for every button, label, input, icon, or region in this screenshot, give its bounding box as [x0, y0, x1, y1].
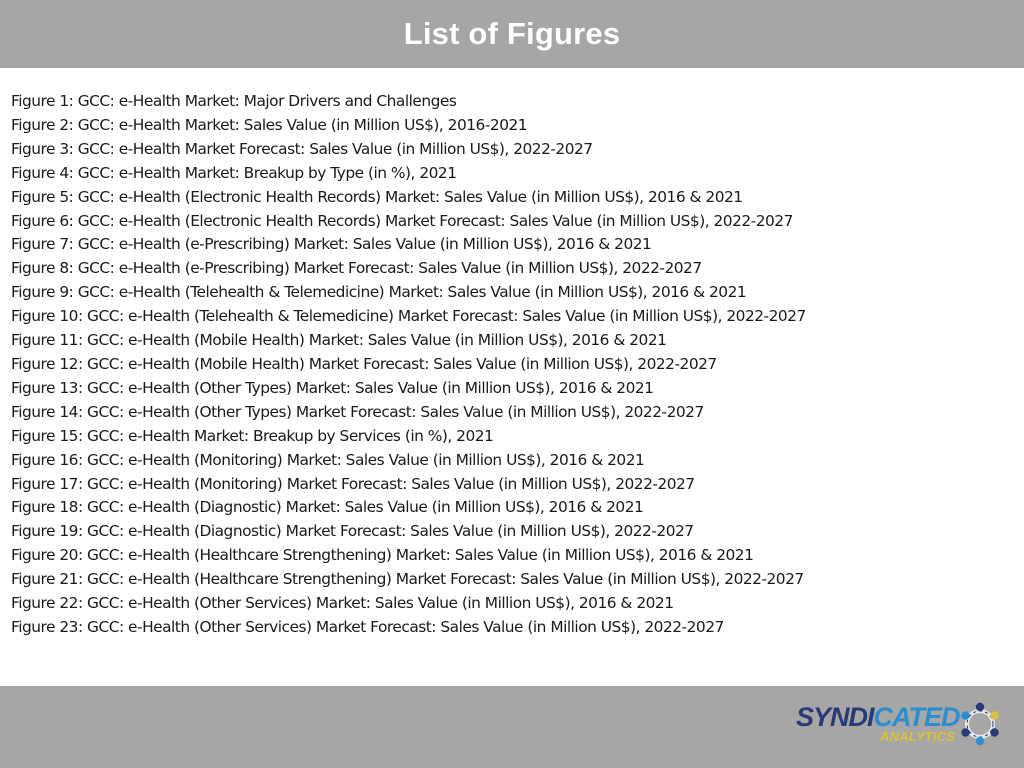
page-title: List of Figures — [403, 16, 621, 51]
figure-item: Figure 9: GCC: e-Health (Telehealth & Telemedicine) Market: Sales Value (in Million US$), 2016 & 2021 — [11, 283, 747, 302]
figure-item: Figure 4: GCC: e-Health Market: Breakup by Type (in %), 2021 — [11, 163, 457, 182]
title-bar — [0, 0, 1024, 68]
logo-word-part2: CATED — [873, 702, 960, 732]
figure-item: Figure 18: GCC: e-Health (Diagnostic) Market: Sales Value (in Million US$), 2016 & 2021 — [11, 498, 644, 517]
figure-item: Figure 14: GCC: e-Health (Other Types) Market Forecast: Sales Value (in Million US$), 2022-2027 — [11, 402, 704, 421]
figure-item: Figure 21: GCC: e-Health (Healthcare Strengthening) Market Forecast: Sales Value (in Million US$), 2022-2027 — [11, 570, 804, 589]
figure-item: Figure 17: GCC: e-Health (Monitoring) Market Forecast: Sales Value (in Million US$), 2022-2027 — [11, 474, 695, 493]
logo-subword: ANALYTICS — [880, 729, 956, 744]
figure-item: Figure 6: GCC: e-Health (Electronic Health Records) Market Forecast: Sales Value (in Million US$), 2022-2027 — [11, 211, 793, 230]
network-circles-icon — [958, 702, 1002, 746]
figure-item: Figure 1: GCC: e-Health Market: Major Drivers and Challenges — [11, 92, 457, 110]
figure-item: Figure 23: GCC: e-Health (Other Services) Market Forecast: Sales Value (in Million US$), 2022-2027 — [11, 617, 724, 636]
logo-word-part1: SYNDI — [796, 702, 874, 732]
figure-item: Figure 16: GCC: e-Health (Monitoring) Market: Sales Value (in Million US$), 2016 & 2021 — [11, 450, 645, 469]
figure-item: Figure 7: GCC: e-Health (e-Prescribing) Market: Sales Value (in Million US$), 2016 & 2021 — [11, 235, 652, 254]
figure-item: Figure 13: GCC: e-Health (Other Types) Market: Sales Value (in Million US$), 2016 & 2021 — [11, 378, 654, 397]
figure-item: Figure 11: GCC: e-Health (Mobile Health) Market: Sales Value (in Million US$), 2016 & 2021 — [11, 331, 667, 350]
figure-item: Figure 3: GCC: e-Health Market Forecast: Sales Value (in Million US$), 2022-2027 — [11, 139, 593, 158]
figure-item: Figure 20: GCC: e-Health (Healthcare Strengthening) Market: Sales Value (in Million US$), 2016 & 2021 — [11, 546, 754, 565]
figure-item: Figure 2: GCC: e-Health Market: Sales Value (in Million US$), 2016-2021 — [11, 115, 528, 134]
figure-item: Figure 22: GCC: e-Health (Other Services) Market: Sales Value (in Million US$), 2016 & 2021 — [11, 594, 674, 613]
figure-item: Figure 10: GCC: e-Health (Telehealth & Telemedicine) Market Forecast: Sales Value (in Million US$), 2022-2027 — [11, 307, 806, 326]
figure-item: Figure 19: GCC: e-Health (Diagnostic) Market Forecast: Sales Value (in Million US$), 2022-2027 — [11, 522, 694, 541]
syndicated-analytics-logo — [796, 700, 1006, 750]
figure-list — [11, 90, 1011, 640]
figure-item: Figure 12: GCC: e-Health (Mobile Health) Market Forecast: Sales Value (in Million US$), 2022-2027 — [11, 354, 717, 373]
figure-item: Figure 8: GCC: e-Health (e-Prescribing) Market Forecast: Sales Value (in Million US$), 2022-2027 — [11, 259, 702, 278]
logo-wordmark — [796, 702, 960, 732]
figure-item: Figure 15: GCC: e-Health Market: Breakup by Services (in %), 2021 — [11, 426, 494, 445]
figure-item: Figure 5: GCC: e-Health (Electronic Health Records) Market: Sales Value (in Million US$), 2016 & 2021 — [11, 187, 743, 206]
